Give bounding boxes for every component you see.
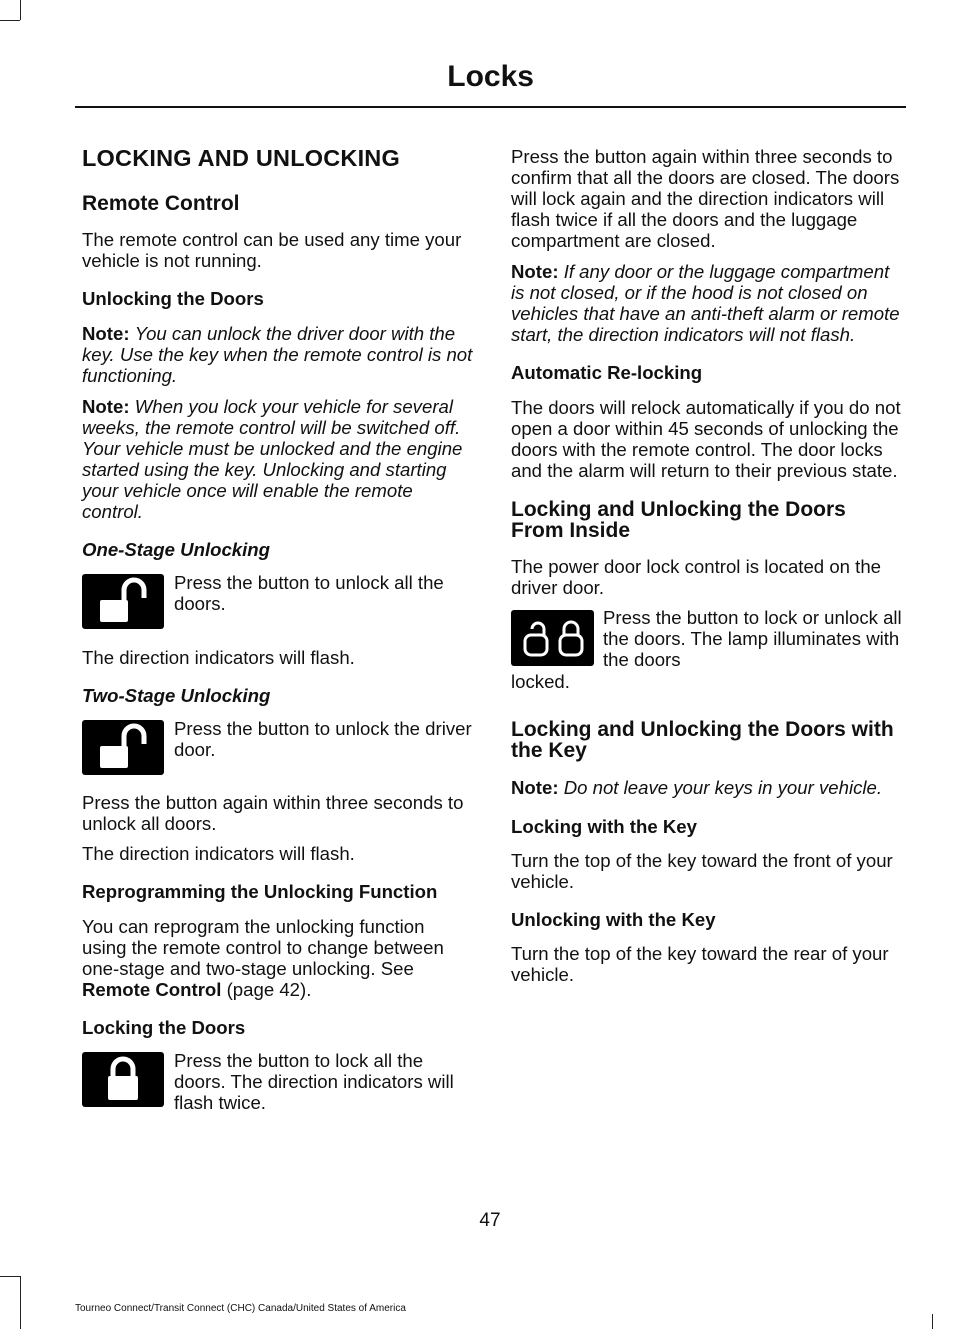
note [82,396,474,522]
reprogram-text: You can reprogram the unlocking function using the remote control to change between one-stage and two-stage unlocking. See [82,916,444,979]
paragraph: The power door lock control is located on the driver door. [511,556,882,598]
crop-mark [20,1276,21,1329]
note-text: When you lock your vehicle for several weeks, the remote control will be switched off. Your vehicle must be unlocked and the engine started using the key. Unlocking and starting your vehicle once will enable the remote control. [82,396,463,522]
crop-mark [20,0,21,20]
left-column [82,146,474,1113]
unlock-icon [82,720,164,775]
topic-heading: Locking with the Key [511,816,697,837]
note-label: Note: [511,777,559,798]
icon-instruction [82,572,474,630]
icon-instruction [82,1050,474,1113]
note [511,777,903,798]
paragraph: Press the button again within three seconds to unlock all doors. [82,792,464,834]
page-number: 47 [479,1210,501,1231]
note-label: Note: [82,323,130,344]
icon-instruction [82,718,474,776]
subsection-heading: Remote Control [82,192,240,215]
topic-heading: Unlocking the Doors [82,288,264,309]
crop-mark [932,1314,933,1329]
paragraph [82,916,474,1000]
paragraph: The remote control can be used any time your vehicle is not running. [82,229,462,271]
icon-instruction [511,607,903,671]
paragraph: Turn the top of the key toward the rear of your vehicle. [511,943,889,985]
icon-caption-tail: locked. [511,671,570,692]
icon-caption: Press the button to lock or unlock all the doors. The lamp illuminates with the doors [603,607,902,670]
topic-heading: Reprogramming the Unlocking Function [82,881,438,902]
crop-mark [0,20,20,21]
topic-heading: Locking the Doors [82,1017,246,1038]
topic-heading: Two-Stage Unlocking [82,685,271,706]
note-text: Do not leave your keys in your vehicle. [563,777,883,798]
note-label: Note: [82,396,130,417]
note-text: You can unlock the driver door with the key. Use the key when the remote control is not functioning. [82,323,473,386]
header-rule [75,106,906,108]
subsection-heading: Locking and Unlocking the Doors with the Key [511,718,894,762]
paragraph: The doors will relock automatically if you do not open a door within 45 seconds of unlocking the doors with the remote control. The door locks and the alarm will return to their previous state. [511,397,901,481]
note-text: If any door or the luggage compartment is not closed, or if the hood is not closed on vehicles that have an anti-theft alarm or remote start, the direction indicators will not flash. [511,261,900,345]
footer-text: Tourneo Connect/Transit Connect (CHC) Canada/United States of America [75,1303,406,1314]
paragraph: The direction indicators will flash. [82,843,355,864]
topic-heading: Unlocking with the Key [511,909,716,930]
paragraph: Press the button again within three seconds to confirm that all the doors are closed. The doors will lock again and the direction indicators will flash twice if all the doors and the luggage compartment are closed. [511,146,900,251]
page-reference: (page 42). [221,979,312,1000]
paragraph: The direction indicators will flash. [82,647,355,668]
lock-icon [82,1052,164,1107]
note [82,323,474,386]
cross-reference: Remote Control [82,979,222,1000]
subsection-heading: Locking and Unlocking the Doors From Inside [511,498,846,542]
icon-caption: Press the button to unlock the driver door. [174,718,472,760]
icon-caption: Press the button to lock all the doors. The direction indicators will flash twice. [174,1050,454,1113]
note [511,261,903,345]
section-heading: LOCKING AND UNLOCKING [82,145,400,171]
right-column [511,146,903,985]
icon-caption: Press the button to unlock all the doors. [174,572,444,614]
topic-heading: Automatic Re-locking [511,362,703,383]
unlock-icon [82,574,164,629]
page-header-title: Locks [447,60,534,93]
paragraph: Turn the top of the key toward the front of your vehicle. [511,850,893,892]
topic-heading: One-Stage Unlocking [82,539,271,560]
door-lock-switch-icon [511,610,594,666]
note-label: Note: [511,261,559,282]
crop-mark [0,1276,20,1277]
